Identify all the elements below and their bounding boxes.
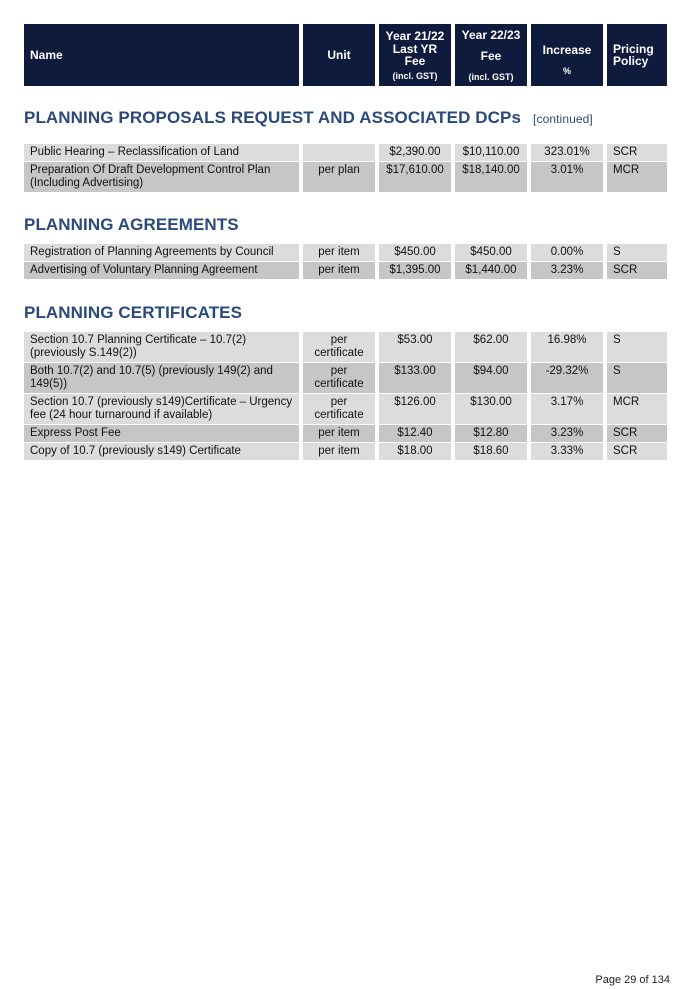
header-name-label: Name	[30, 48, 63, 62]
cell-name: Public Hearing – Reclassification of Land	[24, 144, 299, 161]
cell-name: Section 10.7 (previously s149)Certificate – Urgency fee (24 hour turnaround if available)	[24, 394, 299, 424]
section-title-planning-agreements	[24, 215, 239, 235]
table-row	[24, 425, 670, 442]
cell-last-fee: $126.00	[379, 394, 451, 424]
cell-name: Both 10.7(2) and 10.7(5) (previously 149(2) and 149(5))	[24, 363, 299, 393]
cell-last-fee: $450.00	[379, 244, 451, 261]
header-increase	[531, 24, 603, 86]
cell-unit: per certificate	[303, 394, 375, 424]
table-header	[24, 24, 667, 86]
table-row	[24, 394, 670, 424]
cell-unit: per item	[303, 262, 375, 279]
cell-last-fee: $53.00	[379, 332, 451, 362]
header-pricing-policy	[607, 24, 667, 86]
section-title-planning-certificates	[24, 303, 242, 323]
cell-policy: S	[607, 244, 667, 261]
cell-increase: 323.01%	[531, 144, 603, 161]
section-title-text: PLANNING AGREEMENTS	[24, 215, 239, 234]
cell-fee: $130.00	[455, 394, 527, 424]
header-year-2223	[455, 24, 527, 86]
header-increase-title: Increase	[542, 43, 592, 57]
cell-fee: $94.00	[455, 363, 527, 393]
cell-unit: per certificate	[303, 332, 375, 362]
header-increase-percent: %	[562, 66, 571, 76]
cell-name: Advertising of Voluntary Planning Agreement	[24, 262, 299, 279]
cell-name: Registration of Planning Agreements by Council	[24, 244, 299, 261]
cell-policy: MCR	[607, 394, 667, 424]
cell-increase: 3.23%	[531, 425, 603, 442]
header-unit	[303, 24, 375, 86]
section-title-text: PLANNING PROPOSALS REQUEST AND ASSOCIATED DCPs	[24, 108, 522, 127]
header-year-2223-fee: Fee	[480, 48, 502, 63]
header-name	[24, 24, 299, 86]
cell-increase: 16.98%	[531, 332, 603, 362]
header-unit-label: Unit	[327, 48, 351, 62]
header-year-2223-gst: (incl. GST)	[468, 71, 514, 82]
cell-fee: $10,110.00	[455, 144, 527, 161]
section-title-text: PLANNING CERTIFICATES	[24, 303, 243, 322]
cell-last-fee: $1,395.00	[379, 262, 451, 279]
cell-increase: 3.17%	[531, 394, 603, 424]
cell-increase: 0.00%	[531, 244, 603, 261]
table-row	[24, 262, 670, 279]
cell-name: Copy of 10.7 (previously s149) Certificate	[24, 443, 299, 460]
cell-policy: S	[607, 332, 667, 362]
header-year-2122-gst: (incl. GST)	[392, 70, 438, 81]
table-planning-proposals	[24, 144, 670, 193]
cell-fee: $450.00	[455, 244, 527, 261]
cell-last-fee: $133.00	[379, 363, 451, 393]
table-row	[24, 144, 670, 161]
cell-unit: per item	[303, 244, 375, 261]
cell-last-fee: $12.40	[379, 425, 451, 442]
table-row	[24, 332, 670, 362]
cell-fee: $18.60	[455, 443, 527, 460]
cell-last-fee: $17,610.00	[379, 162, 451, 192]
header-year-2122	[379, 24, 451, 86]
cell-fee: $18,140.00	[455, 162, 527, 192]
cell-policy: MCR	[607, 162, 667, 192]
cell-unit: per certificate	[303, 363, 375, 393]
header-pricing-policy-label: Pricing Policy	[613, 42, 654, 68]
cell-fee: $62.00	[455, 332, 527, 362]
cell-last-fee: $18.00	[379, 443, 451, 460]
continued-label: [continued]	[533, 112, 593, 126]
table-row	[24, 363, 670, 393]
table-planning-certificates	[24, 332, 670, 461]
cell-unit: per item	[303, 425, 375, 442]
cell-name: Section 10.7 Planning Certificate – 10.7(2) (previously S.149(2))	[24, 332, 299, 362]
cell-unit	[303, 144, 375, 161]
header-year-2122-title: Year 21/22	[385, 28, 445, 43]
cell-unit: per item	[303, 443, 375, 460]
cell-policy: S	[607, 363, 667, 393]
cell-policy: SCR	[607, 425, 667, 442]
header-year-2223-title: Year 22/23	[461, 27, 521, 42]
page-number: Page 29 of 134	[595, 974, 670, 986]
cell-policy: SCR	[607, 443, 667, 460]
table-row	[24, 244, 670, 261]
table-row	[24, 162, 670, 192]
cell-increase: 3.01%	[531, 162, 603, 192]
cell-fee: $12.80	[455, 425, 527, 442]
cell-fee: $1,440.00	[455, 262, 527, 279]
cell-last-fee: $2,390.00	[379, 144, 451, 161]
cell-increase: 3.33%	[531, 443, 603, 460]
section-title-planning-proposals	[24, 108, 593, 128]
cell-policy: SCR	[607, 144, 667, 161]
cell-policy: SCR	[607, 262, 667, 279]
table-planning-agreements	[24, 244, 670, 280]
cell-name: Preparation Of Draft Development Control Plan (Including Advertising)	[24, 162, 299, 192]
cell-unit: per plan	[303, 162, 375, 192]
cell-increase: -29.32%	[531, 363, 603, 393]
header-year-2122-fee: Last YR Fee	[392, 41, 438, 68]
cell-increase: 3.23%	[531, 262, 603, 279]
cell-name: Express Post Fee	[24, 425, 299, 442]
table-row	[24, 443, 670, 460]
